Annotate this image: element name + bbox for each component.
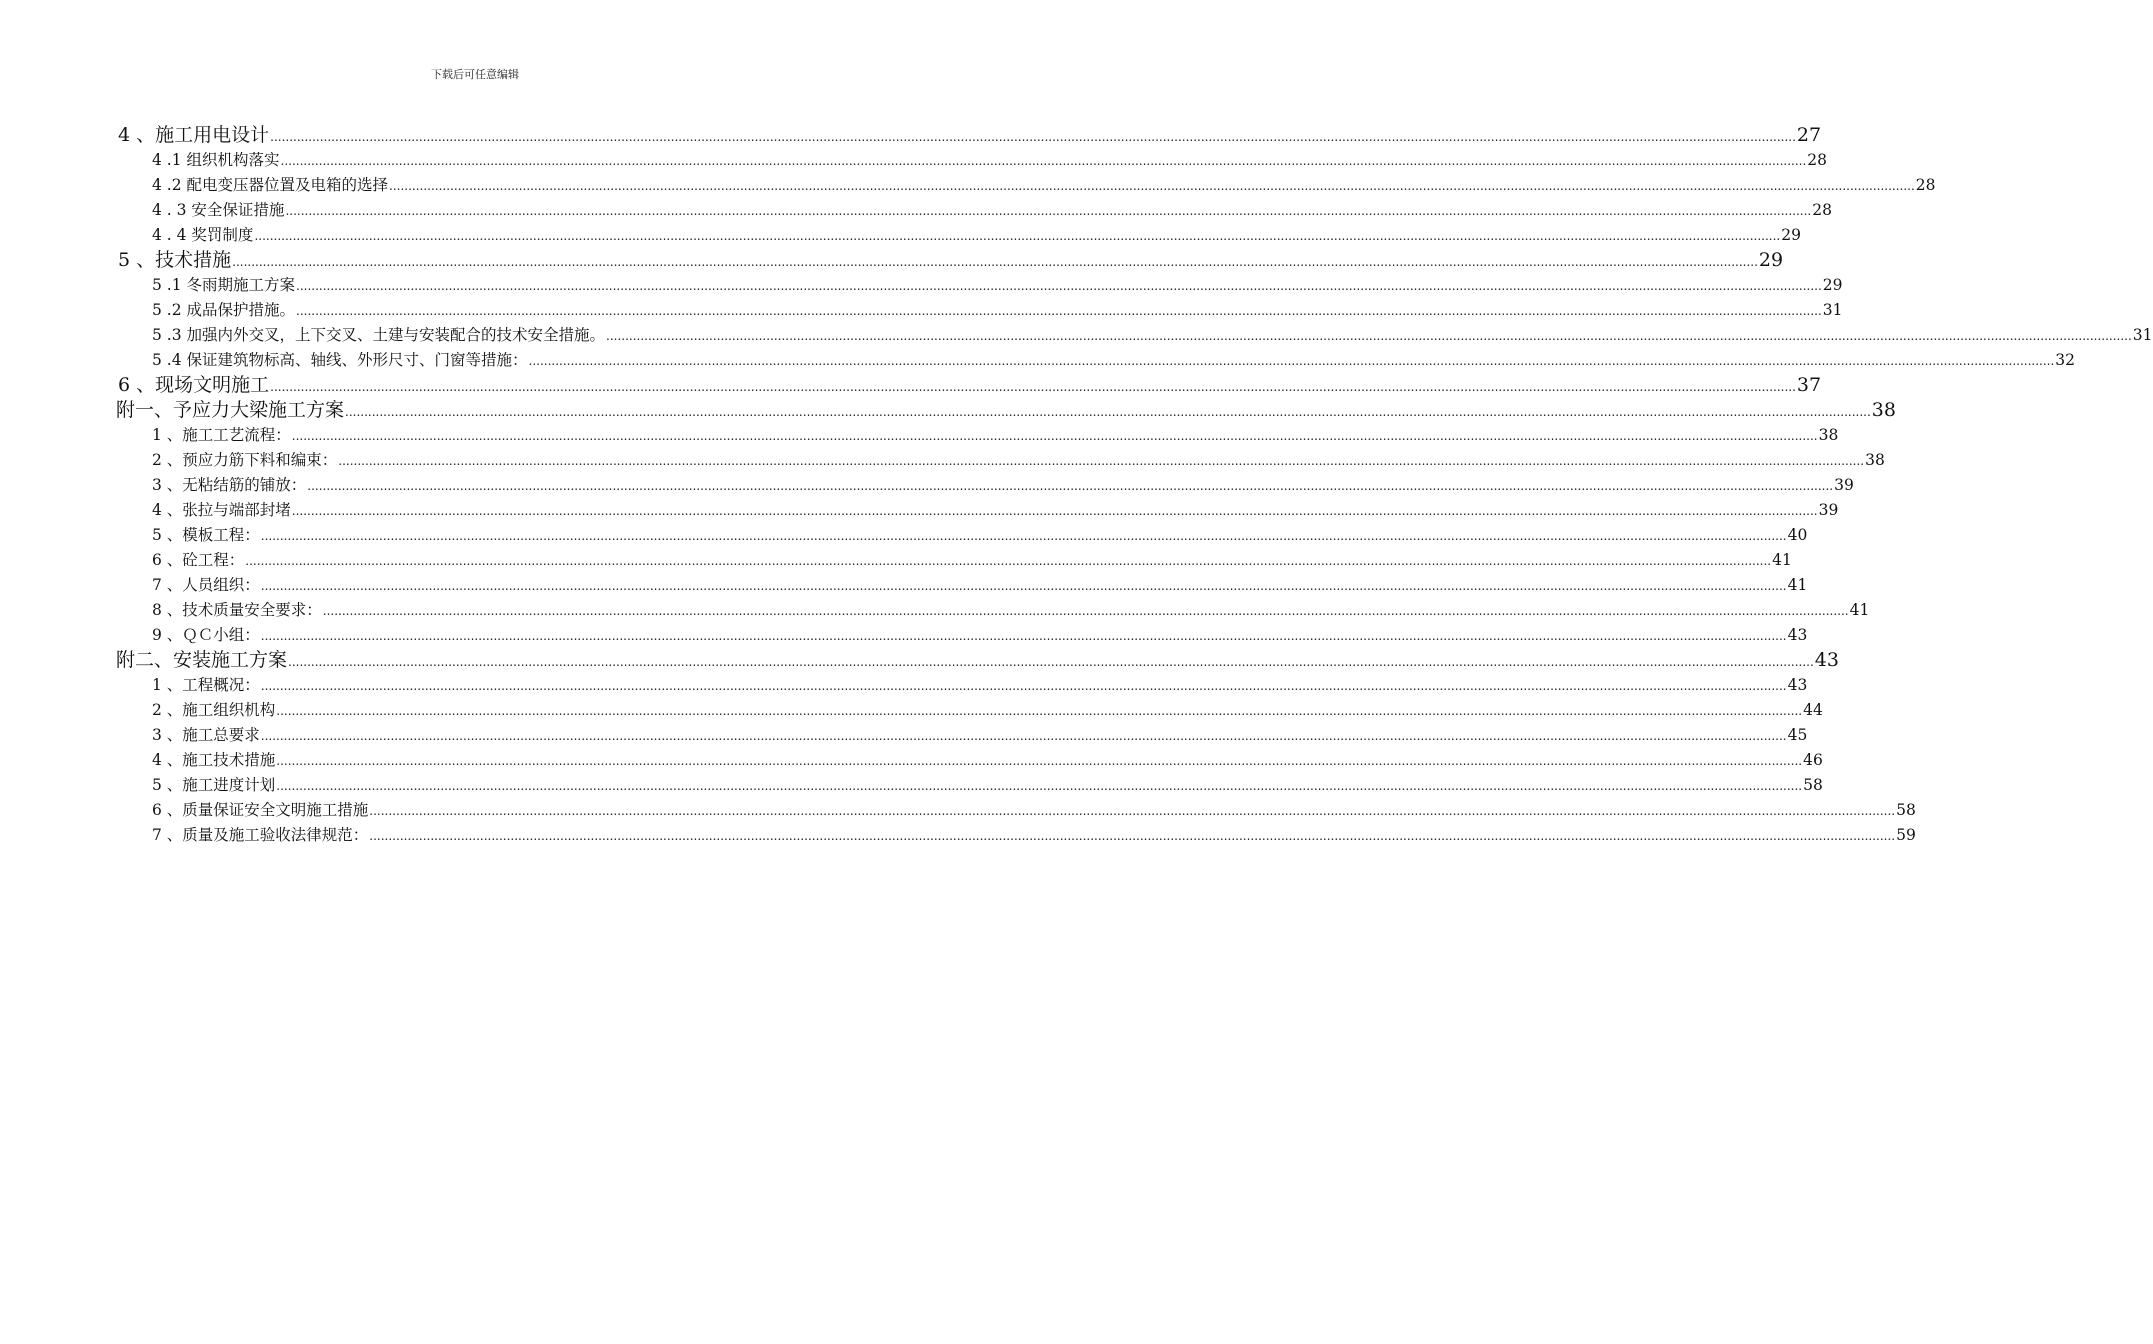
toc-entry[interactable] [152,673,1808,698]
toc-entry-title: 5 .4 保证建筑物标高、轴线、外形尺寸、门窗等措施： [152,351,528,369]
toc-entry-page-number: 28 [1915,176,1936,194]
toc-entry-title: 8 、技术质量安全要求： [152,601,322,619]
toc-entry[interactable] [152,448,1885,473]
toc-dot-leader: ................................................................................................................................................................................................................................................................................................................................................................................................................ [254,229,1781,243]
toc-entry-title: 5 .3 加强内外交叉，上下交叉、土建与安装配合的技术安全措施。 [152,326,606,344]
toc-entry[interactable] [152,623,1808,648]
toc-entry[interactable] [152,148,1828,173]
toc-entry-title: 2 、预应力筋下料和编束： [152,451,338,469]
toc-entry-title: 5 、模板工程： [152,526,260,544]
toc-dot-leader: ................................................................................................................................................................................................................................................................................................................................................................................................................ [276,754,1803,768]
toc-entry-title: 2 、施工组织机构 [152,701,276,719]
toc-dot-leader: ................................................................................................................................................................................................................................................................................................................................................................................................................ [528,354,2055,368]
toc-entry[interactable] [152,798,1916,823]
toc-entry-title: 1 、工程概况： [152,676,260,694]
toc-entry[interactable] [152,473,1854,498]
toc-entry-title: 4 、张拉与端部封堵 [152,501,291,519]
toc-entry-title: 5 、施工进度计划 [152,776,276,794]
toc-dot-leader: ................................................................................................................................................................................................................................................................................................................................................................................................................ [245,554,1772,568]
toc-entry-page-number: 27 [1796,124,1822,146]
toc-entry[interactable] [152,273,1843,298]
toc-entry-page-number: 28 [1807,151,1828,169]
toc-entry-page-number: 46 [1803,751,1823,769]
toc-entry-title: 1 、施工工艺流程： [152,426,291,444]
toc-entry-page-number: 44 [1803,701,1823,719]
toc-entry-page-number: 28 [1812,201,1832,219]
toc-entry-page-number: 43 [1787,626,1808,644]
toc-dot-leader: ................................................................................................................................................................................................................................................................................................................................................................................................................ [260,679,1787,693]
toc-entry-page-number: 29 [1822,276,1843,294]
toc-entry[interactable] [118,373,1822,398]
toc-dot-leader: ................................................................................................................................................................................................................................................................................................................................................................................................................ [276,779,1803,793]
toc-entry-title: 5 .1 冬雨期施工方案 [152,276,296,294]
toc-entry-page-number: 29 [1781,226,1801,244]
toc-entry-title: 6 、现场文明施工 [118,374,270,396]
toc-entry-title: 6 、质量保证安全文明施工措施 [152,801,369,819]
toc-entry[interactable] [152,773,1823,798]
toc-entry-page-number: 39 [1834,476,1854,494]
toc-entry-page-number: 41 [1787,576,1808,594]
toc-dot-leader: ................................................................................................................................................................................................................................................................................................................................................................................................................ [260,729,1787,743]
toc-entry[interactable] [152,323,2153,348]
toc-dot-leader: ................................................................................................................................................................................................................................................................................................................................................................................................................ [296,279,1822,293]
toc-entry-page-number: 43 [1814,649,1839,671]
toc-entry-page-number: 40 [1787,526,1808,544]
toc-dot-leader: ................................................................................................................................................................................................................................................................................................................................................................................................................ [285,204,1812,218]
toc-dot-leader: ................................................................................................................................................................................................................................................................................................................................................................................................................ [270,130,1796,144]
toc-entry-title: 5 .2 成品保护措施。 [152,301,296,319]
toc-entry[interactable] [152,223,1801,248]
toc-entry[interactable] [152,698,1823,723]
toc-entry-title: 6 、砼工程： [152,551,245,569]
toc-dot-leader: ................................................................................................................................................................................................................................................................................................................................................................................................................ [369,829,1896,843]
toc-dot-leader: ................................................................................................................................................................................................................................................................................................................................................................................................................ [260,579,1787,593]
toc-entry-title: 4 、施工用电设计 [118,124,270,146]
toc-entry-page-number: 29 [1758,249,1784,271]
toc-entry-title: 3 、无粘结筋的铺放： [152,476,307,494]
toc-entry-title: 7 、人员组织： [152,576,260,594]
toc-dot-leader: ................................................................................................................................................................................................................................................................................................................................................................................................................ [270,380,1796,394]
toc-dot-leader: ................................................................................................................................................................................................................................................................................................................................................................................................................ [296,304,1822,318]
toc-dot-leader: ................................................................................................................................................................................................................................................................................................................................................................................................................ [606,329,2132,343]
toc-dot-leader: ................................................................................................................................................................................................................................................................................................................................................................................................................ [232,255,1758,269]
toc-entry-page-number: 39 [1818,501,1839,519]
toc-entry[interactable] [118,248,1784,273]
toc-entry-title: 4 . 4 奖罚制度 [152,226,254,244]
toc-entry[interactable] [152,548,1792,573]
toc-entry-title: 3 、施工总要求 [152,726,260,744]
toc-entry[interactable] [152,173,1936,198]
toc-entry[interactable] [152,523,1808,548]
toc-entry-page-number: 58 [1896,801,1916,819]
toc-entry-page-number: 37 [1796,374,1822,396]
toc-entry-page-number: 43 [1787,676,1808,694]
toc-dot-leader: ................................................................................................................................................................................................................................................................................................................................................................................................................ [307,479,1834,493]
toc-dot-leader: ................................................................................................................................................................................................................................................................................................................................................................................................................ [291,429,1818,443]
toc-entry-page-number: 59 [1896,826,1916,844]
toc-entry-title: 附一、予应力大梁施工方案 [116,399,345,421]
toc-entry-title: 4 . 3 安全保证措施 [152,201,285,219]
toc-entry-title: 4 .2 配电变压器位置及电箱的选择 [152,176,389,194]
toc-entry-page-number: 38 [1871,399,1896,421]
toc-entry[interactable] [152,748,1823,773]
toc-entry-title: 9 、ＱＣ小组： [152,626,260,644]
toc-entry[interactable] [152,598,1870,623]
toc-entry-page-number: 58 [1803,776,1823,794]
toc-entry[interactable] [118,123,1822,148]
table-of-contents [0,123,2153,848]
toc-dot-leader: ................................................................................................................................................................................................................................................................................................................................................................................................................ [338,454,1865,468]
toc-entry-page-number: 31 [2132,326,2153,344]
toc-dot-leader: ................................................................................................................................................................................................................................................................................................................................................................................................................ [260,529,1787,543]
toc-entry[interactable] [152,298,1843,323]
toc-entry-page-number: 31 [1822,301,1843,319]
toc-entry-page-number: 38 [1865,451,1885,469]
toc-entry-page-number: 41 [1849,601,1870,619]
toc-entry-page-number: 38 [1818,426,1839,444]
toc-entry-title: 7 、质量及施工验收法律规范： [152,826,369,844]
toc-dot-leader: ................................................................................................................................................................................................................................................................................................................................................................................................................ [280,154,1807,168]
toc-dot-leader: ................................................................................................................................................................................................................................................................................................................................................................................................................ [345,405,1871,419]
toc-dot-leader: ................................................................................................................................................................................................................................................................................................................................................................................................................ [322,604,1849,618]
toc-dot-leader: ................................................................................................................................................................................................................................................................................................................................................................................................................ [291,504,1818,518]
toc-entry[interactable] [152,423,1839,448]
toc-dot-leader: ................................................................................................................................................................................................................................................................................................................................................................................................................ [369,804,1896,818]
toc-dot-leader: ................................................................................................................................................................................................................................................................................................................................................................................................................ [260,629,1787,643]
toc-entry[interactable] [152,498,1839,523]
toc-entry-title: 4 .1 组织机构落实 [152,151,280,169]
toc-entry[interactable] [152,823,1916,848]
toc-entry-page-number: 41 [1772,551,1792,569]
toc-entry[interactable] [116,398,1896,423]
toc-entry-title: 4 、施工技术措施 [152,751,276,769]
toc-entry-page-number: 32 [2055,351,2076,369]
toc-dot-leader: ................................................................................................................................................................................................................................................................................................................................................................................................................ [288,655,1814,669]
toc-entry[interactable] [152,573,1808,598]
toc-entry-title: 附二、安装施工方案 [116,649,288,671]
toc-entry[interactable] [152,198,1832,223]
page-header: 下载后可任意编辑 [431,68,519,81]
toc-entry[interactable] [152,723,1808,748]
toc-entry-title: 5 、技术措施 [118,249,232,271]
toc-entry-page-number: 45 [1787,726,1808,744]
toc-dot-leader: ................................................................................................................................................................................................................................................................................................................................................................................................................ [389,179,1915,193]
toc-dot-leader: ................................................................................................................................................................................................................................................................................................................................................................................................................ [276,704,1803,718]
toc-entry[interactable] [116,648,1839,673]
toc-entry[interactable] [152,348,2076,373]
